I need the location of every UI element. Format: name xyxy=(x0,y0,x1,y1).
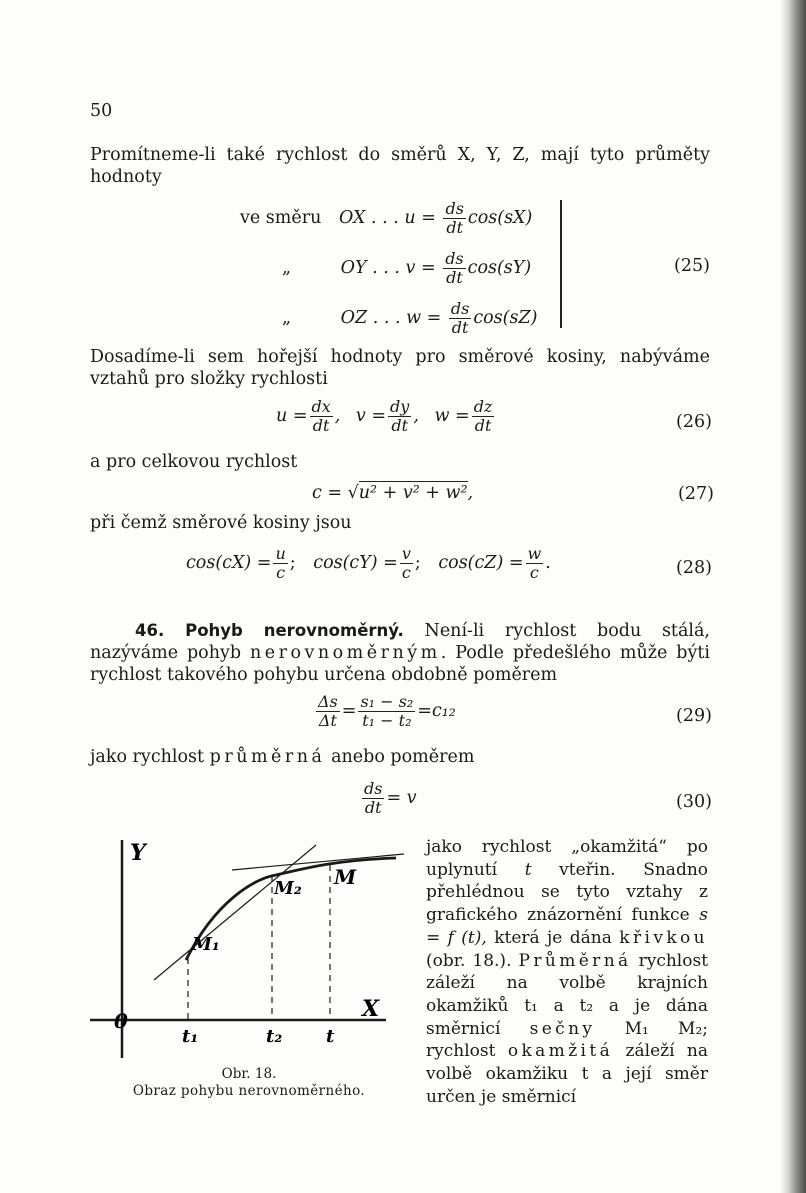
section-heading: 46. Pohyb nerovnoměrný. xyxy=(135,621,404,640)
label-m: M xyxy=(334,865,357,889)
page-number: 50 xyxy=(90,101,113,121)
paragraph-intro: Promítneme-li také rychlost do směrů X, Y, Z, mají tyto průměty hodnoty xyxy=(90,145,710,187)
label-origin: 0 xyxy=(114,1009,128,1033)
paragraph-average: jako rychlost průměrná anebo poměrem xyxy=(90,747,475,767)
label-m1: M₁ xyxy=(192,934,220,955)
secant-line xyxy=(154,845,316,980)
paragraph-figure-side: jako rychlost „okamžitá“ po uplynutí t vteřin. Snadno přehlédnou se tyto vztahy z grafického znázornění funkce s = f (t), která je dána křivkou (obr. 18.). Průměrná rychlost záleží na volbě krajních okamžiků t₁ a t₂ a je dána směrnicí sečny M₁ M₂; rychlost okamžitá záleží na volbě okamžiku t a její směr určen je směrnicí xyxy=(426,837,709,1107)
eq25-row3: „ OZ . . . w = $\frac{ds}{dt}$ cos(sZ) xyxy=(282,299,538,337)
figure-caption xyxy=(86,1066,412,1100)
label-t1: t₁ xyxy=(182,1026,199,1047)
paragraph-components: Dosadíme-li sem hořejší hodnoty pro směrové kosiny, nabýváme vztahů pro složky rychlosti xyxy=(90,347,710,389)
label-t: t xyxy=(326,1026,335,1047)
label-y: Y xyxy=(130,840,146,866)
section-46: 46. Pohyb nerovnoměrný. Není-li rychlost bodu stálá, nazýváme pohyb nerovnoměrným. Podle předešlého může býti rychlost takového pohybu určena obdobně poměrem xyxy=(90,621,710,685)
equation-30: $\frac{ds}{dt}$ = v xyxy=(364,779,417,817)
eq25-brace xyxy=(552,200,562,328)
figure-caption-text: Obraz pohybu nerovnoměrného. xyxy=(132,1083,366,1099)
figure-caption-number: Obr. 18. xyxy=(221,1066,277,1082)
eq30-number: (30) xyxy=(676,792,712,812)
equation-29: $\frac{\Delta s}{\Delta t}$ = $\frac{\text{s₁ − s₂}}{\text{t₁ − t₂}}$ =c₁₂ xyxy=(318,692,456,730)
label-m2: M₂ xyxy=(274,878,302,899)
equation-28: cos(cX) = $\frac{u}{c}$ ; cos(cY) = $\frac{v}{c}$ ; cos(cZ) = $\frac{w}{c}$ . xyxy=(186,544,551,582)
eq25-number: (25) xyxy=(674,256,710,276)
equation-26: u = $\frac{dx}{dt}$ , v = $\frac{dy}{dt}$ , w = $\frac{dz}{dt}$ xyxy=(276,397,493,435)
eq28-number: (28) xyxy=(676,558,712,578)
paragraph-cosines: při čemž směrové kosiny jsou xyxy=(90,513,352,533)
eq27-number: (27) xyxy=(678,484,714,504)
eq25-row2: „ OY . . . v = $\frac{ds}{dt}$ cos(sY) xyxy=(282,249,532,287)
eq26-number: (26) xyxy=(676,412,712,432)
label-x: X xyxy=(362,996,380,1022)
page-edge-shadow xyxy=(780,0,806,1193)
eq29-number: (29) xyxy=(676,706,712,726)
equation-27: c = √u² + v² + w², xyxy=(312,483,474,503)
paragraph-total-speed: a pro celkovou rychlost xyxy=(90,452,298,472)
label-t2: t₂ xyxy=(266,1026,283,1047)
eq25-row1: ve směru OX . . . u = $\frac{ds}{dt}$ cos(sX) xyxy=(240,199,533,237)
tangent-line xyxy=(232,854,404,870)
figure-18 xyxy=(86,830,412,1070)
